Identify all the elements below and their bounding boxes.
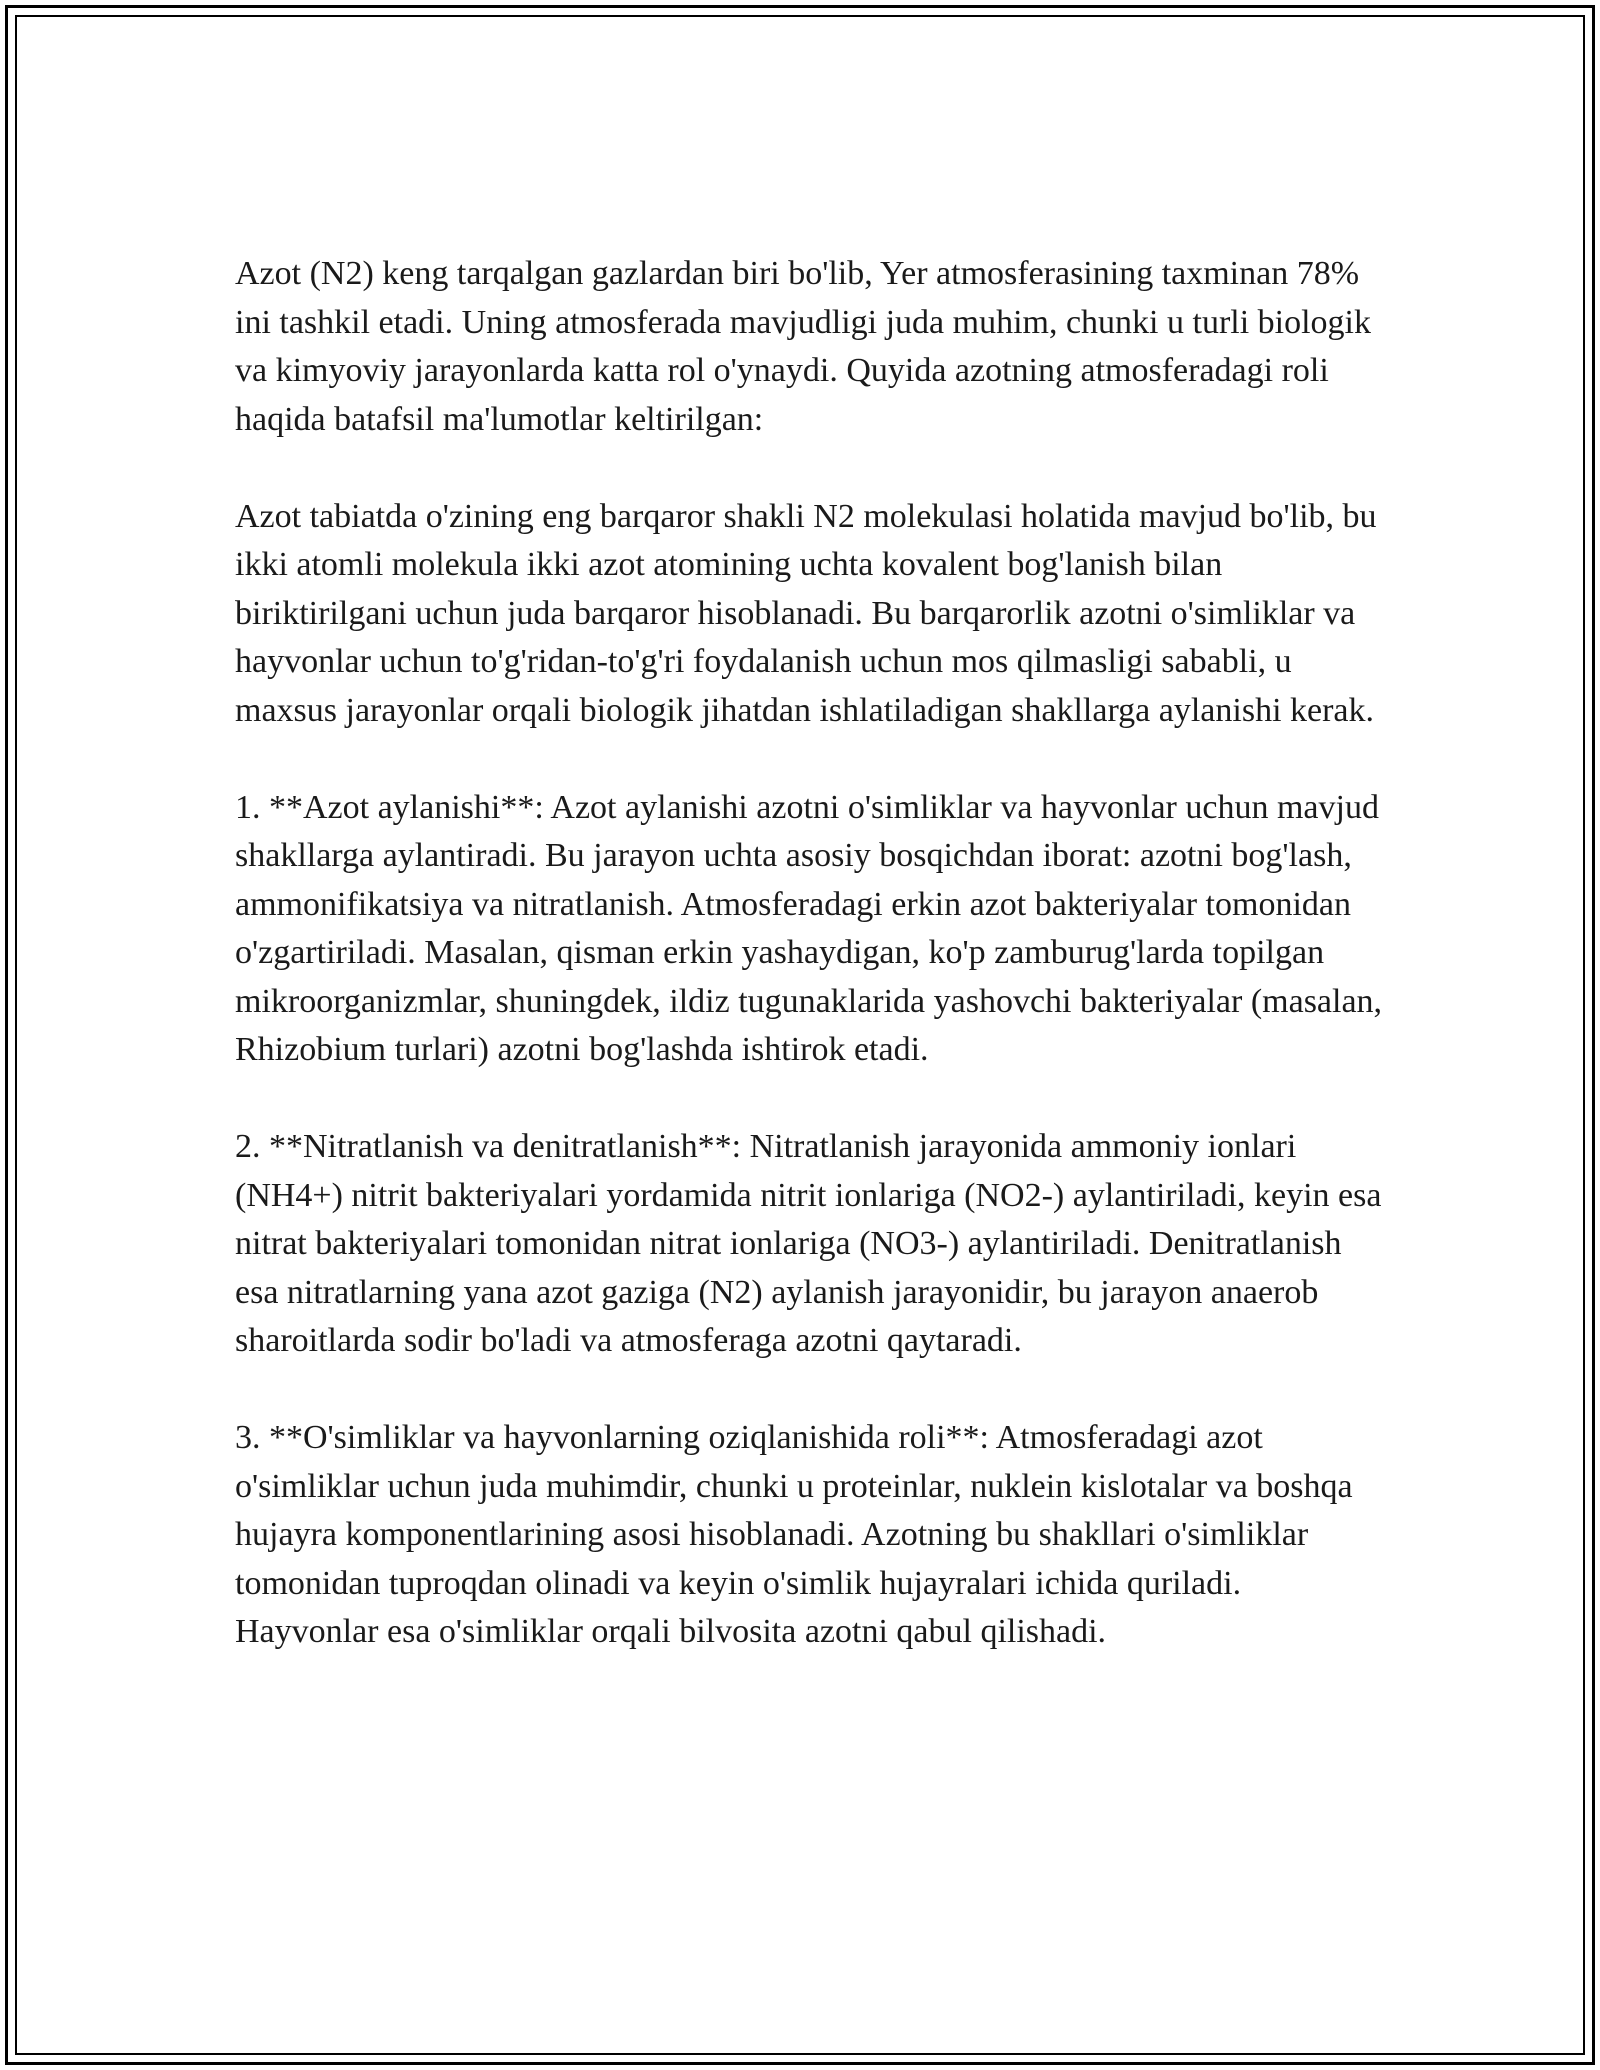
paragraph-nitrification: 2. **Nitratlanish va denitratlanish**: Nitratlanish jarayonida ammoniy ionlari (NH4+) nitrit bakteriyalari yordamida nitrit ionlariga (NO2-) aylantiriladi, keyin esa nitrat bakteriyalari tomonidan nitrat ionlariga (NO3-) aylantiriladi. Denitratlanish esa nitratlarning yana azot gaziga (N2) aylanish jarayonidir, bu jarayon anaerob sharoitlarda sodir bo'ladi va atmosferaga azotni qaytaradi.	[235, 1128, 1382, 1359]
paragraph-n2-stability: Azot tabiatda o'zining eng barqaror shakli N2 molekulasi holatida mavjud bo'lib, bu ikki atomli molekula ikki azot atomining uchta kovalent bog'lanish bilan biriktirilgani uchun juda barqaror hisoblanadi. Bu barqarorlik azotni o'simliklar va hayvonlar uchun to'g'ridan-to'g'ri foydalanish uchun mos qilmasligi sababli, u maxsus jarayonlar orqali biologik jihatdan ishlatiladigan shakllarga aylanishi kerak.	[235, 497, 1377, 729]
paragraph-nutrition-role: 3. **O'simliklar va hayvonlarning oziqlanishida roli**: Atmosferadagi azot o'simliklar uchun juda muhimdir, chunki u proteinlar, nuklein kislotalar va boshqa hujayra komponentlarining asosi hisoblanadi. Azotning bu shakllari o'simliklar tomonidan tuproqdan olinadi va keyin o'simlik hujayralari ichida quriladi. Hayvonlar esa o'simliklar orqali bilvosita azotni qabul qilishadi.	[235, 1419, 1353, 1650]
paragraph-intro: Azot (N2) keng tarqalgan gazlardan biri bo'lib, Yer atmosferasining taxminan 78% ini tashkil etadi. Uning atmosferada mavjudligi juda muhim, chunki u turli biologik va kimyoviy jarayonlarda katta rol o'ynaydi. Quyida azotning atmosferadagi roli haqida batafsil ma'lumotlar keltirilgan:	[235, 255, 1371, 438]
paragraph-nitrogen-cycle: 1. **Azot aylanishi**: Azot aylanishi azotni o'simliklar va hayvonlar uchun mavjud shakllarga aylantiradi. Bu jarayon uchta asosiy bosqichdan iborat: azotni bog'lash, ammonifikatsiya va nitratlanish. Atmosferadagi erkin azot bakteriyalar tomonidan o'zgartiriladi. Masalan, qisman erkin yashaydigan, ko'p zamburug'larda topilgan mikroorganizmlar, shuningdek, ildiz tugunaklarida yashovchi bakteriyalar (masalan, Rhizobium turlari) azotni bog'lashda ishtirok etadi.	[235, 788, 1383, 1068]
document-body	[235, 250, 1385, 1657]
